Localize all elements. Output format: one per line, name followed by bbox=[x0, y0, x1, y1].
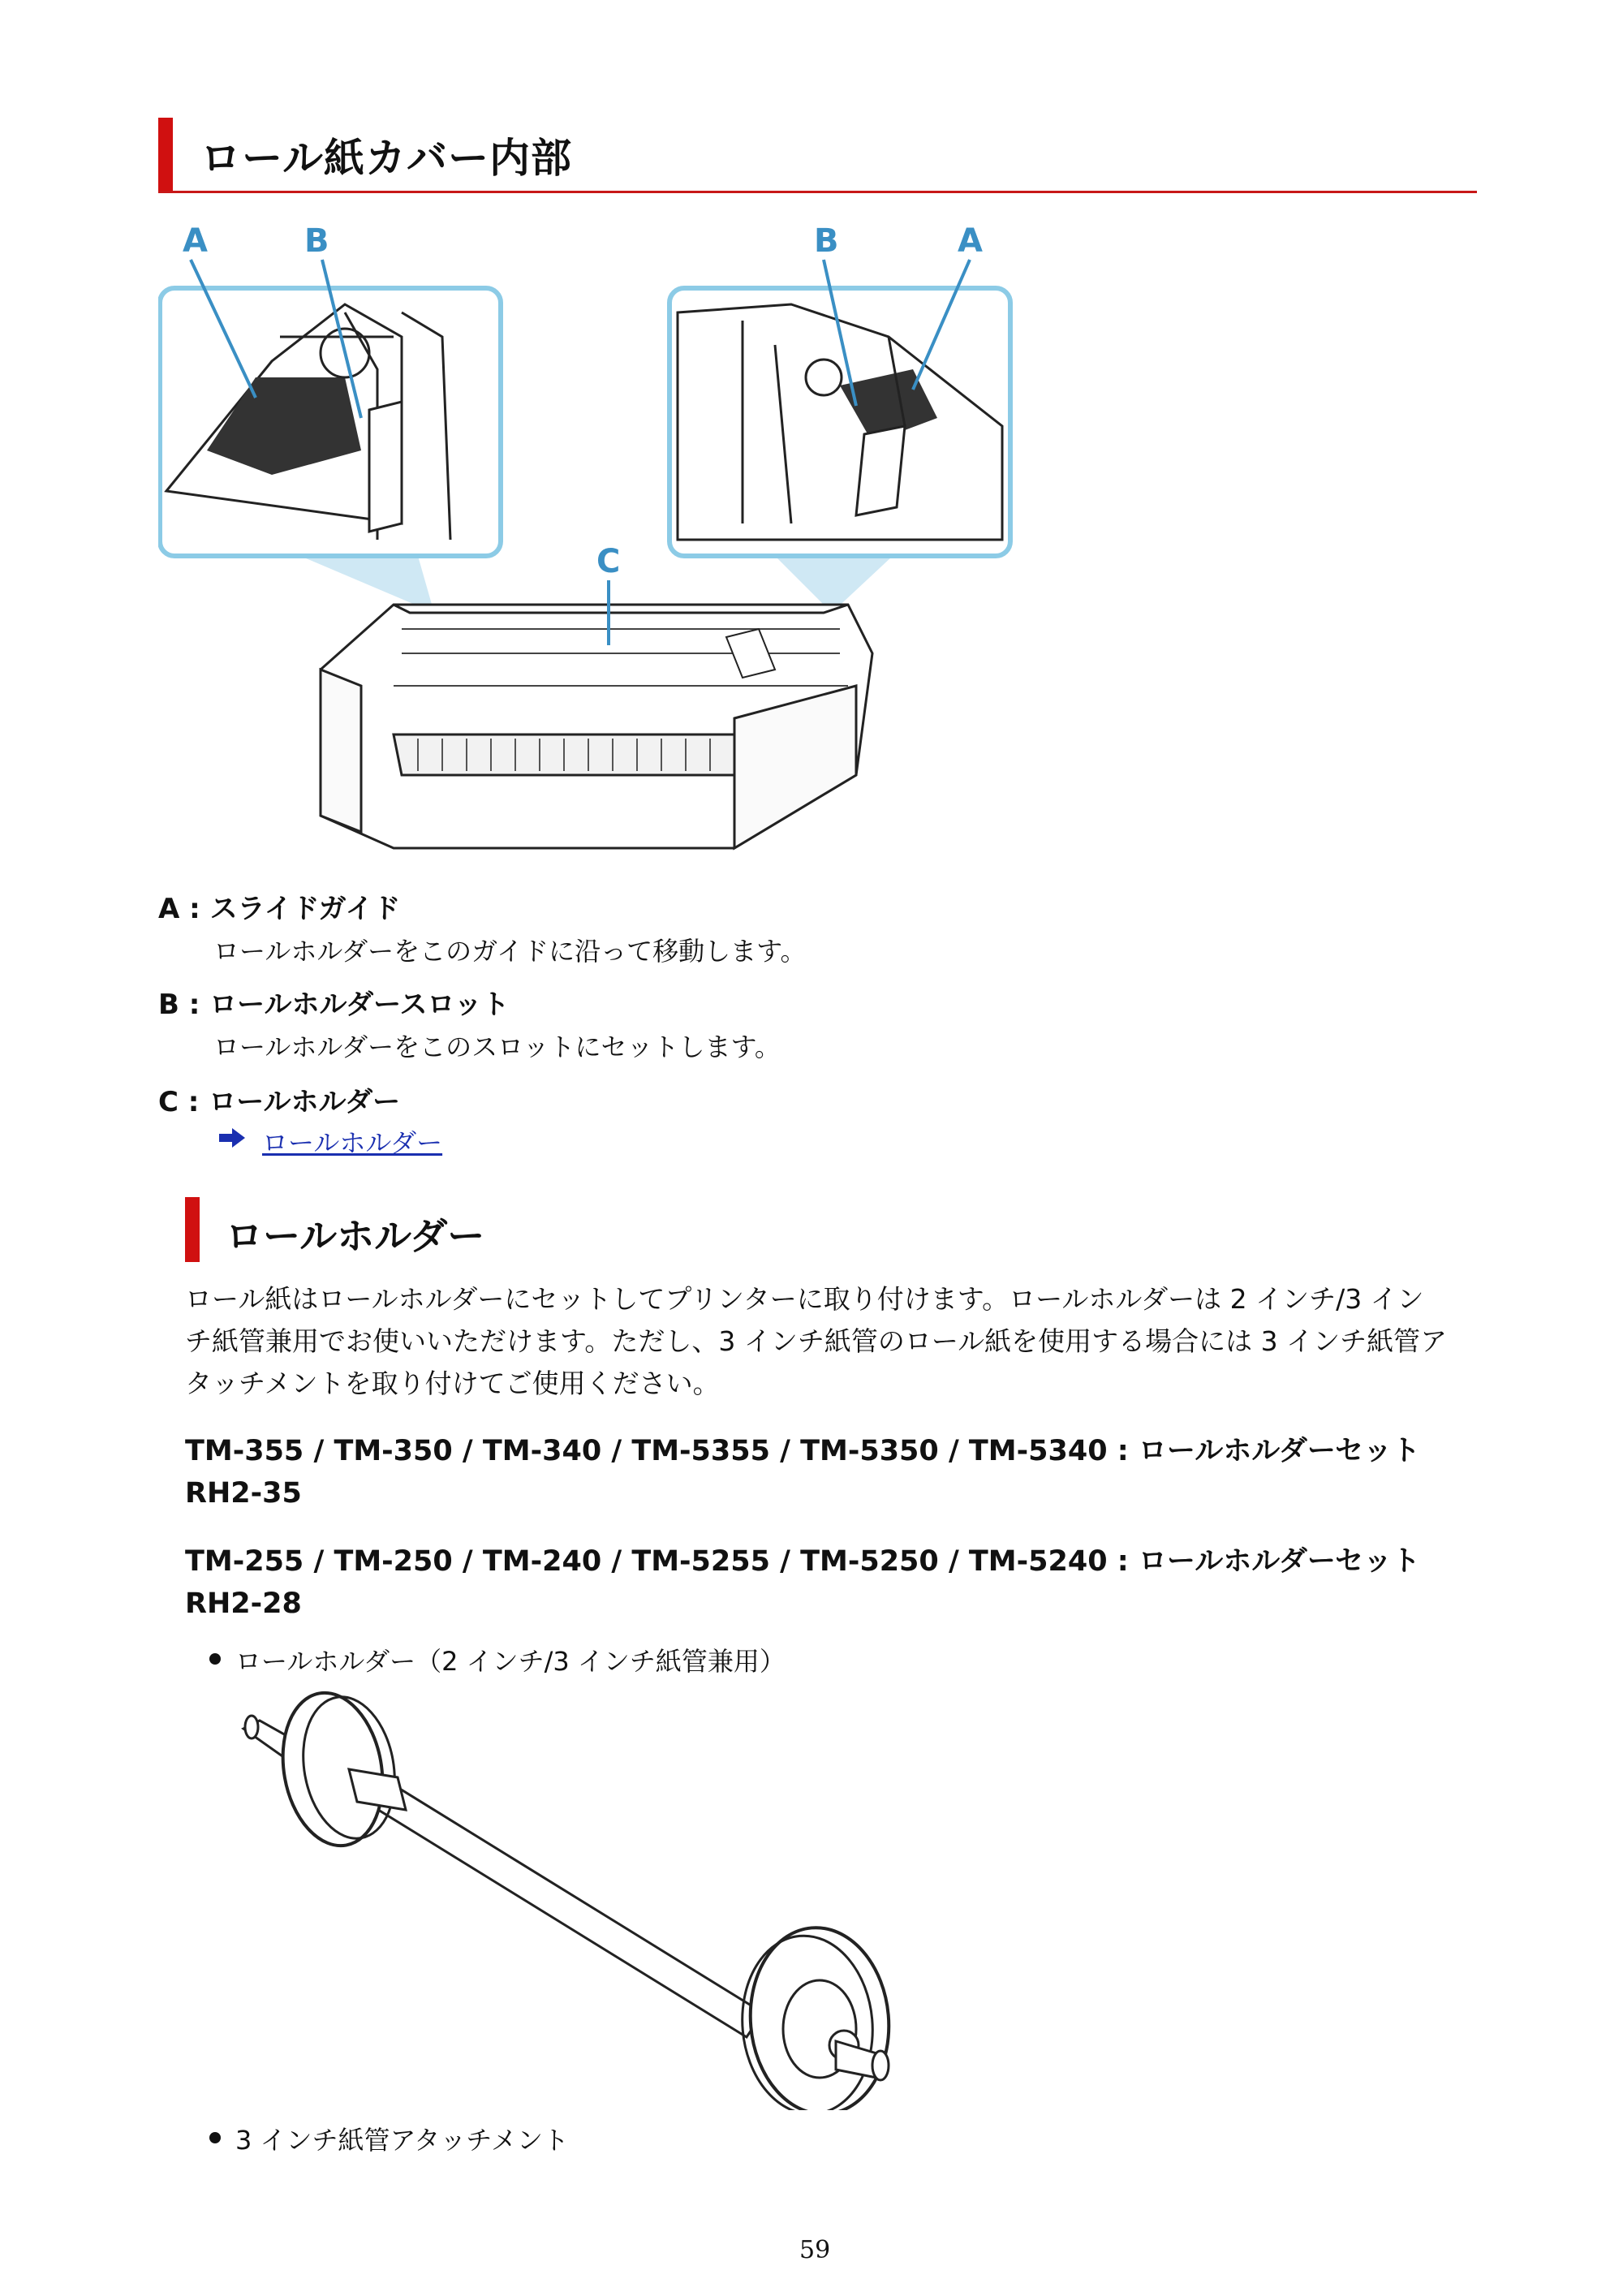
definition-desc-a: ロールホルダーをこのガイドに沿って移動します。 bbox=[213, 936, 807, 967]
printer-roll-cover-figure bbox=[158, 215, 1035, 864]
paragraph-line: チ紙管兼用でお使いいただけます。ただし、3 インチ紙管のロール紙を使用する場合には 3 インチ紙管ア bbox=[185, 1325, 1448, 1357]
model-set-rh2-35 bbox=[185, 1430, 1420, 1514]
heading-title: ロール紙カバー内部 bbox=[200, 135, 572, 182]
arrow-right-icon bbox=[217, 1126, 247, 1150]
model-line: RH2-35 bbox=[185, 1477, 302, 1510]
bullet-3inch-attachment: 3 インチ紙管アタッチメント bbox=[235, 2125, 570, 2156]
model-line: RH2-28 bbox=[185, 1587, 302, 1620]
paragraph-line: タッチメントを取り付けてご使用ください。 bbox=[185, 1368, 720, 1399]
roll-holder-link[interactable]: ロールホルダー bbox=[262, 1127, 443, 1158]
callout-label-c: C bbox=[596, 543, 621, 580]
definition-term-a: A : スライドガイド bbox=[158, 893, 401, 925]
bullet-roll-holder: ロールホルダー（2 インチ/3 インチ紙管兼用） bbox=[235, 1646, 786, 1677]
detail-view-left bbox=[160, 260, 501, 613]
model-line: TM-255 / TM-250 / TM-240 / TM-5255 / TM-5250 / TM-5240 : ロールホルダーセット bbox=[185, 1545, 1421, 1578]
callout-label-b-left: B bbox=[304, 222, 329, 260]
callout-label-a-left: A bbox=[183, 222, 208, 260]
page-number: 59 bbox=[799, 2236, 831, 2264]
detail-view-right bbox=[669, 260, 1010, 613]
printer-illustration bbox=[321, 580, 872, 848]
definition-term-b: B : ロールホルダースロット bbox=[158, 989, 510, 1021]
bullet-dot bbox=[209, 2132, 221, 2143]
model-line: TM-355 / TM-350 / TM-340 / TM-5355 / TM-5350 / TM-5340 : ロールホルダーセット bbox=[185, 1435, 1421, 1467]
heading-accent-bar bbox=[158, 118, 173, 191]
callout-label-b-right: B bbox=[814, 222, 839, 260]
roll-holder-illustration bbox=[235, 1688, 909, 2110]
heading-title: ロールホルダー bbox=[226, 1214, 485, 1258]
definition-desc-b: ロールホルダーをこのスロットにセットします。 bbox=[213, 1032, 781, 1062]
heading-accent-bar bbox=[185, 1197, 200, 1262]
definition-term-c: C : ロールホルダー bbox=[158, 1086, 401, 1118]
model-set-rh2-28 bbox=[185, 1540, 1420, 1625]
intro-paragraph bbox=[185, 1278, 1447, 1405]
section-heading-roll-paper-cover bbox=[158, 114, 1477, 193]
bullet-dot bbox=[209, 1653, 221, 1665]
callout-label-a-right: A bbox=[958, 222, 983, 260]
paragraph-line: ロール紙はロールホルダーにセットしてプリンターに取り付けます。ロールホルダーは 2 インチ/3 イン bbox=[185, 1283, 1424, 1315]
